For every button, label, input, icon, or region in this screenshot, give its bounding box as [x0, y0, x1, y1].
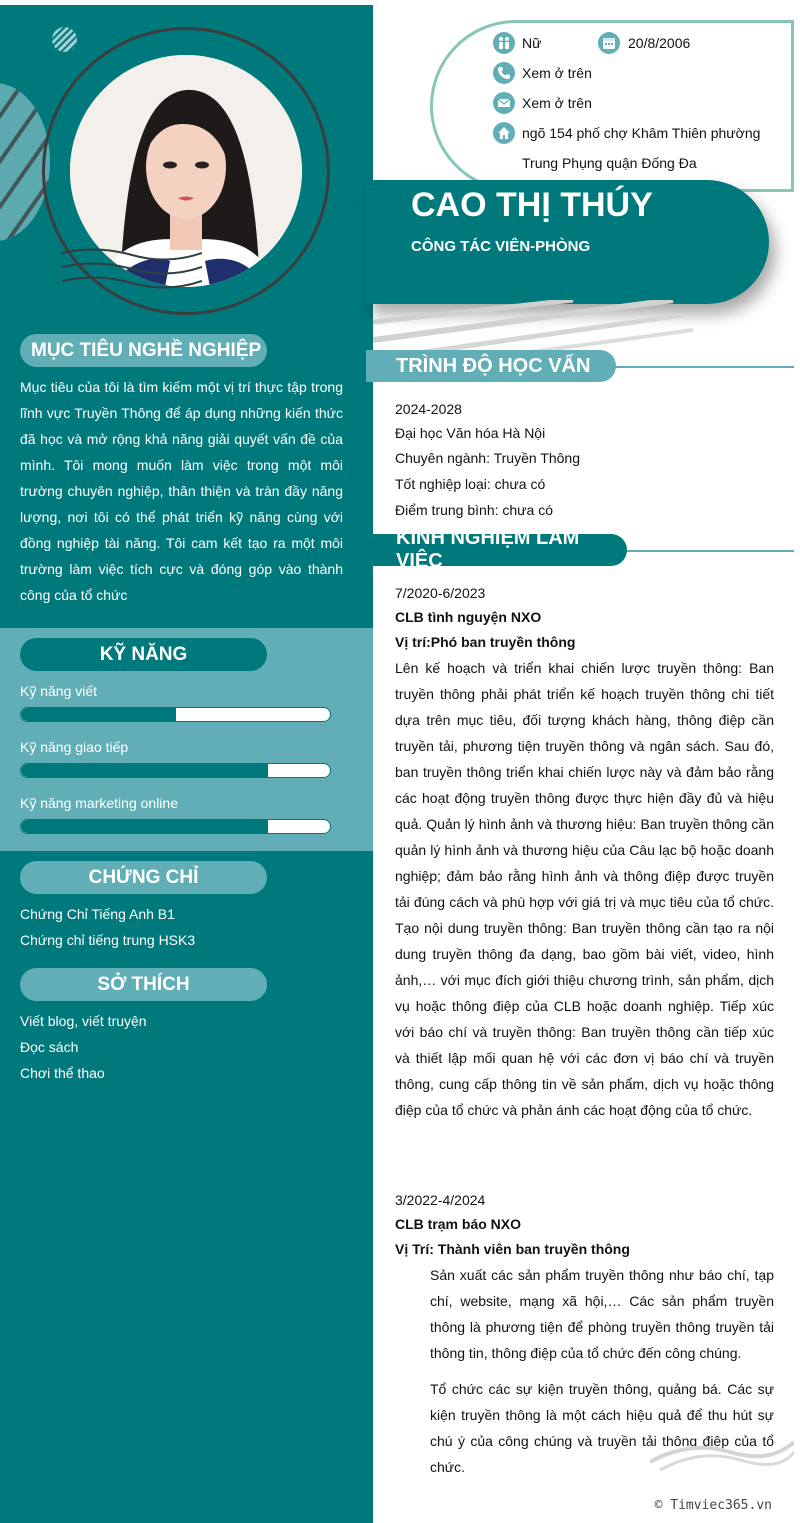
skill-bar-fill: [21, 708, 176, 721]
skill-bar-fill: [21, 820, 268, 833]
skill-bar: [20, 819, 331, 834]
decorative-wave-lines: [62, 245, 202, 305]
objective-text: Mục tiêu của tôi là tìm kiếm một vị trí thực tập trong lĩnh vực Truyền Thông để áp dụng những kiến thức đã học và mở rộng khả năng giải quyết vấn đề của mình. Tôi mong muốn làm việc trong một môi trường chuyên nghiệp, thân thiện và tràn đầy năng lượng, nơi tôi có thể phát triển kỹ năng cùng với đồng nghiệp tài năng. Tôi cam kết tạo ra một môi trường làm việc tích cực và đóng góp vào thành công của tổ chức: [20, 379, 343, 603]
education-gpa: Điểm trung bình: chưa có: [395, 502, 554, 518]
certificates-heading: [20, 861, 267, 894]
education-grade: Tốt nghiệp loại: chưa có: [395, 476, 546, 492]
job-description: Lên kế hoạch và triển khai chiến lược truyền thông: Ban truyền thông phải phát triển kế hoạch truyền thông chi tiết dựa trên mục tiêu, đối tượng khách hàng, thông điệp cần truyền tải, phương tiện truyền thông và ngân sách. Sau đó, ban truyền thông triển khai chiến lược này và đảm bảo rằng các hoạt động truyền thông được thực hiện đầy đủ và hiệu quả. Quản lý hình ảnh và thương hiệu: Ban truyền thông cần quản lý hình ảnh và thương hiệu của Câu lạc bộ hoặc doanh nghiệp; đảm bảo rằng hình ảnh và thông điệp được truyền tải đúng cách và phù hợp với giá trị và mục tiêu của tổ chức. Tạo nội dung truyền thông: Ban truyền thông cần tạo ra nội dung truyền thông đa dạng, bao gồm bài viết, video, hình ảnh,… với mục đích giới thiệu chương trình, sản phẩm, dịch vụ hoặc thông điệp của CLB hoặc doanh nghiệp. Tiếp xúc với báo chí và truyền thông: Ban truyền thông cần tiếp xúc và thiết lập mối quan hệ với các đơn vị báo chí và truyền thông, cung cấp thông tin về sản phẩm, dịch vụ hoặc thông điệp của tổ chức và phản ánh các hoạt động của tổ chức.: [395, 660, 774, 1118]
skill-label: Kỹ năng giao tiếp: [20, 739, 129, 755]
job-paragraph: Tổ chức các sự kiện truyền thông, quảng bá. Các sự kiện truyền thông là một cách hiệu quả để thu hút sự chú ý của công chúng và truyền tải thông điệp của tổ chức.: [430, 1381, 774, 1475]
job-period: 3/2022-4/2024: [395, 1192, 486, 1208]
hobby-item: Đọc sách: [20, 1039, 79, 1055]
skills-heading: [20, 638, 267, 671]
job-position: Vị Trí: Thành viên ban truyền thông: [395, 1241, 630, 1257]
certificates-heading-label: CHỨNG CHỈ: [88, 866, 199, 888]
phone-value: Xem ở trên: [522, 65, 592, 81]
home-icon: [493, 122, 515, 144]
experience-rule: [610, 550, 794, 552]
education-heading: [366, 350, 616, 382]
address-line2: Trung Phụng quận Đống Đa: [522, 155, 697, 171]
certificate-item: Chứng chỉ tiếng trung HSK3: [20, 932, 196, 948]
calendar-icon: [598, 32, 620, 54]
objective-heading-label: MỤC TIÊU NGHỀ NGHIỆP: [31, 339, 262, 361]
job-title: CÔNG TÁC VIÊN-PHÒNG: [411, 238, 591, 255]
experience-heading-label: KINH NGHIỆM LÀM VIỆC: [396, 527, 580, 572]
hobby-item: Chơi thể thao: [20, 1065, 105, 1081]
job-period: 7/2020-6/2023: [395, 585, 486, 601]
job-position: Vị trí:Phó ban truyền thông: [395, 634, 576, 650]
job-organization: CLB tình nguyện NXO: [395, 609, 542, 625]
education-period: 2024-2028: [395, 401, 462, 417]
education-heading-label: TRÌNH ĐỘ HỌC VẤN: [396, 354, 591, 377]
objective-heading: [20, 334, 267, 367]
decorative-wave-lines-bottom: [650, 1432, 794, 1472]
education-school: Đại học Văn hóa Hà Nội: [395, 425, 546, 441]
email-value: Xem ở trên: [522, 95, 592, 111]
birthday-value: 20/8/2006: [628, 35, 691, 51]
hobbies-heading-label: SỞ THÍCH: [97, 973, 190, 995]
experience-heading: [366, 527, 627, 572]
job-organization: CLB trạm báo NXO: [395, 1216, 522, 1232]
skills-heading-label: KỸ NĂNG: [99, 643, 188, 665]
watermark: © Timviec365.vn: [654, 1498, 772, 1513]
skill-label: Kỹ năng marketing online: [20, 795, 178, 811]
email-icon: [493, 92, 515, 114]
skill-bar: [20, 707, 331, 722]
hobby-item: Viết blog, viết truyện: [20, 1013, 147, 1029]
phone-icon: [493, 62, 515, 84]
decorative-striped-ball: [52, 27, 77, 52]
skill-bar: [20, 763, 331, 778]
address-line1: ngõ 154 phố chợ Khâm Thiên phường: [522, 125, 761, 141]
gender-value: Nữ: [522, 35, 542, 51]
hobbies-heading: [20, 968, 267, 1001]
gender-icon: [493, 32, 515, 54]
certificate-item: Chứng Chỉ Tiếng Anh B1: [20, 906, 175, 922]
education-rule: [600, 366, 794, 368]
skill-bar-fill: [21, 764, 268, 777]
candidate-name: CAO THỊ THÚY: [411, 186, 653, 224]
skill-label: Kỹ năng viết: [20, 683, 98, 699]
education-major: Chuyên ngành: Truyền Thông: [395, 450, 580, 466]
job-paragraph: Sản xuất các sản phẩm truyền thông như báo chí, tạp chí, website, mạng xã hội,… Các sản phẩm truyền thông là phương tiện để phòng truyền thông truyền tải thông tin, thông điệp của tổ chức đến công chúng.: [430, 1267, 774, 1361]
